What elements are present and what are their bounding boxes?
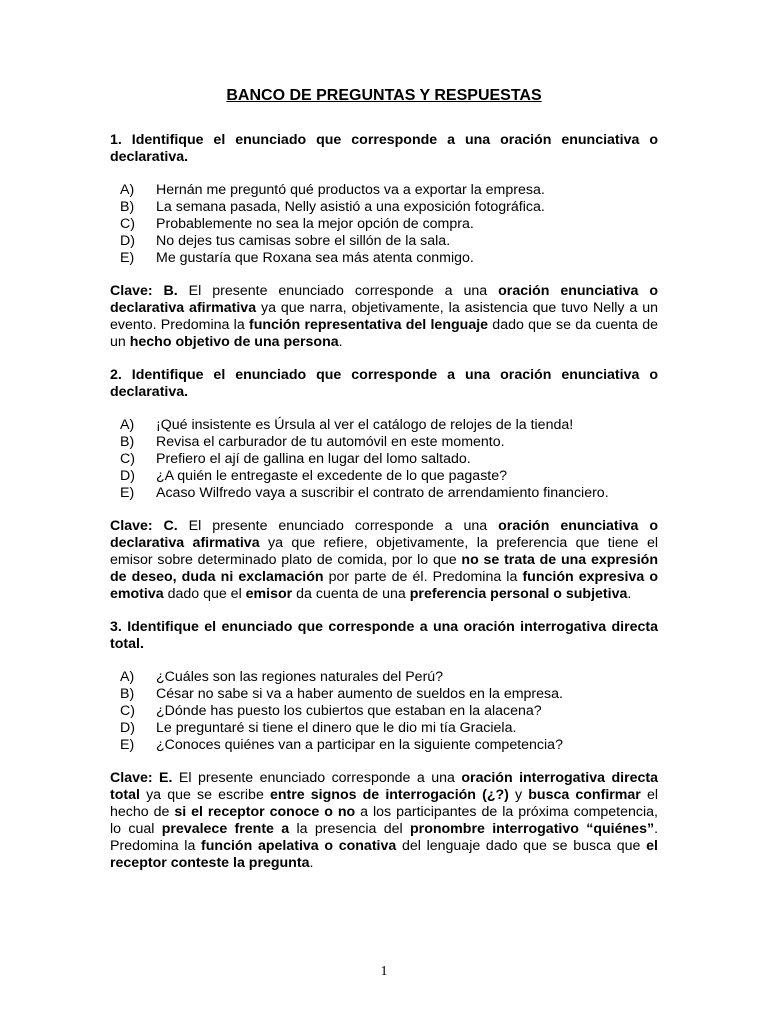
- option-text: ¿Cuáles son las regiones naturales del Perú?: [156, 669, 444, 685]
- option-letter: E): [120, 250, 135, 266]
- option-item: [120, 686, 658, 703]
- answer-explanation: [110, 770, 658, 872]
- question-block: [110, 619, 658, 872]
- option-letter: C): [120, 216, 135, 232]
- option-text: ¿Conoces quiénes van a participar en la siguiente competencia?: [156, 737, 563, 753]
- option-list: [110, 182, 658, 267]
- answer-text: dado que se da cuenta de un: [110, 317, 658, 350]
- answer-text: ya que refiere, objetivamente, la preferencia que tiene el emisor sobre determinado plato de comida, por lo que: [110, 535, 658, 568]
- option-text: Acaso Wilfredo vaya a suscribir el contrato de arrendamiento financiero.: [156, 485, 609, 501]
- option-item: [120, 233, 658, 250]
- option-letter: A): [120, 417, 135, 433]
- answer-emphasis: prevalece frente a: [161, 821, 290, 837]
- option-item: [120, 216, 658, 233]
- answer-text: ya que se escribe: [139, 787, 270, 803]
- option-list: [110, 417, 658, 502]
- option-text: La semana pasada, Nelly asistió a una exposición fotográfica.: [156, 199, 545, 215]
- answer-text: a los participantes de la próxima competencia, lo cual: [110, 804, 658, 837]
- question-block: [110, 367, 658, 603]
- answer-text: dado que el: [163, 586, 246, 602]
- answer-emphasis: oración interrogativa directa total: [110, 770, 658, 803]
- option-item: [120, 199, 658, 216]
- answer-emphasis: función apelativa o conativa: [201, 838, 397, 854]
- option-letter: E): [120, 485, 135, 501]
- option-text: Revisa el carburador de tu automóvil en este momento.: [156, 434, 505, 450]
- answer-emphasis: hecho objetivo de una persona: [129, 334, 339, 350]
- answer-text: da cuenta de una: [292, 586, 410, 602]
- option-item: [120, 182, 658, 199]
- option-item: [120, 468, 658, 485]
- answer-text: El presente enunciado corresponde a una: [172, 770, 462, 786]
- option-letter: A): [120, 669, 135, 685]
- option-text: ¿A quién le entregaste el excedente de lo que pagaste?: [156, 468, 508, 484]
- option-item: [120, 737, 658, 754]
- option-letter: D): [120, 233, 135, 249]
- option-text: Le preguntaré si tiene el dinero que le dio mi tía Graciela.: [156, 720, 517, 736]
- option-letter: D): [120, 720, 135, 736]
- answer-explanation: [110, 518, 658, 603]
- question-list: [110, 132, 658, 872]
- question-prompt: 1. Identifique el enunciado que corresponde a una oración enunciativa o declarativa.: [110, 132, 658, 165]
- option-letter: C): [120, 451, 135, 467]
- option-item: [120, 451, 658, 468]
- answer-emphasis: Clave: C.: [110, 518, 178, 534]
- answer-text: el hecho de: [110, 787, 658, 820]
- option-letter: E): [120, 737, 135, 753]
- option-letter: C): [120, 703, 135, 719]
- option-item: [120, 703, 658, 720]
- answer-emphasis: Clave: E.: [110, 770, 173, 786]
- option-item: [120, 720, 658, 737]
- option-item: [120, 485, 658, 502]
- answer-text: la presencia del: [289, 821, 410, 837]
- document-page: [110, 86, 658, 888]
- answer-text: El presente enunciado corresponde a una: [177, 518, 499, 534]
- document-title: BANCO DE PREGUNTAS Y RESPUESTAS: [226, 87, 542, 104]
- answer-emphasis: oración enunciativa o declarativa afirmativa: [110, 518, 658, 551]
- option-letter: B): [120, 434, 135, 450]
- option-letter: B): [120, 199, 135, 215]
- answer-emphasis: Clave: B.: [110, 283, 178, 299]
- question-prompt: 2. Identifique el enunciado que corresponde a una oración enunciativa o declarativa.: [110, 367, 658, 400]
- page-number: 1: [380, 964, 388, 979]
- question-block: [110, 132, 658, 351]
- answer-emphasis: si el receptor conoce o no: [174, 804, 356, 820]
- answer-emphasis: emisor: [245, 586, 293, 602]
- option-letter: A): [120, 182, 135, 198]
- answer-emphasis: oración enunciativa o declarativa afirmativa: [110, 283, 658, 316]
- answer-text: y: [508, 787, 529, 803]
- answer-emphasis: función expresiva o emotiva: [110, 569, 658, 602]
- answer-emphasis: el receptor conteste la pregunta: [110, 838, 658, 871]
- answer-emphasis: pronombre interrogativo “quiénes”: [410, 821, 655, 837]
- option-item: [120, 417, 658, 434]
- answer-text: del lenguaje dado que se busca que: [396, 838, 647, 854]
- option-text: Hernán me preguntó qué productos va a exportar la empresa.: [156, 182, 545, 198]
- answer-text: .: [627, 586, 632, 602]
- option-text: ¡Qué insistente es Úrsula al ver el catálogo de relojes de la tienda!: [156, 417, 574, 433]
- option-item: [120, 434, 658, 451]
- option-letter: B): [120, 686, 135, 702]
- answer-emphasis: no se trata de una expresión de deseo, duda ni exclamación: [110, 552, 658, 585]
- answer-text: .: [338, 334, 343, 350]
- option-text: ¿Dónde has puesto los cubiertos que estaban en la alacena?: [156, 703, 542, 719]
- answer-emphasis: busca confirmar: [528, 787, 641, 803]
- option-text: No dejes tus camisas sobre el sillón de la sala.: [156, 233, 451, 249]
- option-text: César no sabe si va a haber aumento de sueldos en la empresa.: [156, 686, 563, 702]
- answer-emphasis: preferencia personal o subjetiva: [409, 586, 628, 602]
- answer-text: El presente enunciado corresponde a una: [177, 283, 499, 299]
- option-list: [110, 669, 658, 754]
- answer-text: ya que narra, objetivamente, la asistencia que tuvo Nelly a un evento. Predomina la: [110, 300, 658, 333]
- option-text: Prefiero el ají de gallina en lugar del lomo saltado.: [156, 451, 471, 467]
- answer-emphasis: función representativa del lenguaje: [248, 317, 489, 333]
- option-item: [120, 250, 658, 267]
- answer-emphasis: entre signos de interrogación (¿?): [269, 787, 509, 803]
- answer-text: . Predomina la: [110, 821, 659, 854]
- option-letter: D): [120, 468, 135, 484]
- answer-text: .: [309, 855, 314, 871]
- answer-explanation: [110, 283, 658, 351]
- option-text: Me gustaría que Roxana sea más atenta conmigo.: [156, 250, 474, 266]
- option-item: [120, 669, 658, 686]
- answer-text: por parte de él. Predomina la: [323, 569, 523, 585]
- option-text: Probablemente no sea la mejor opción de compra.: [156, 216, 474, 232]
- question-prompt: 3. Identifique el enunciado que corresponde a una oración interrogativa directa total.: [110, 619, 658, 652]
